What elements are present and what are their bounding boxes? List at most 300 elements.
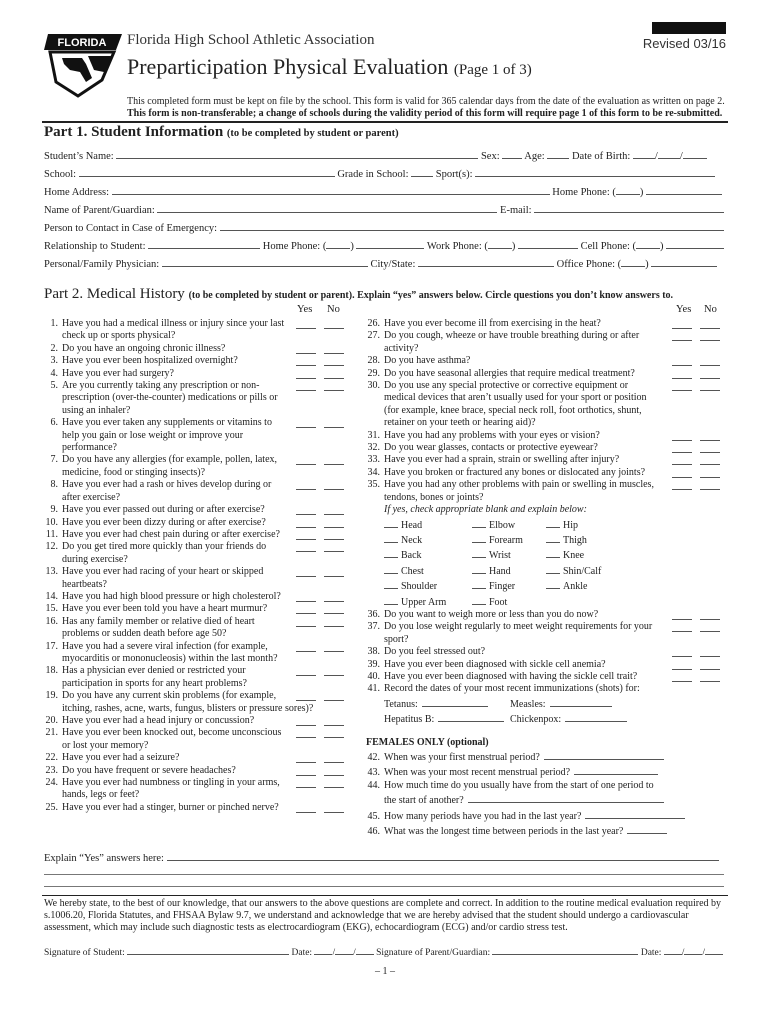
if-yes-instruction: If yes, check appropriate blank and explain below: bbox=[384, 504, 587, 516]
yes-blank[interactable] bbox=[296, 355, 316, 366]
explain-field[interactable] bbox=[167, 850, 719, 861]
parent-date-day[interactable] bbox=[684, 944, 702, 955]
question-4 bbox=[40, 368, 360, 380]
body-part-checkbox[interactable] bbox=[546, 517, 560, 528]
no-blank[interactable] bbox=[700, 621, 720, 632]
yes-blank[interactable] bbox=[296, 765, 316, 776]
explain-line-3[interactable] bbox=[44, 886, 724, 887]
page-label: (Page 1 of 3) bbox=[453, 62, 532, 78]
question-3 bbox=[40, 355, 360, 367]
question-28 bbox=[362, 355, 732, 367]
question-number: 33. bbox=[367, 454, 380, 466]
no-blank[interactable] bbox=[700, 659, 720, 670]
label-dob: Date of Birth: bbox=[571, 151, 631, 162]
student-date-day[interactable] bbox=[335, 944, 353, 955]
row-student-name: Student’s Name: Sex: Age: Date of Birth: / / bbox=[44, 148, 724, 162]
fhsaa-logo bbox=[42, 30, 124, 100]
body-part-checkbox[interactable] bbox=[384, 594, 398, 605]
body-part-label: Head bbox=[401, 519, 423, 531]
question-30 bbox=[362, 380, 732, 430]
body-part-checkbox[interactable] bbox=[546, 578, 560, 589]
no-blank[interactable] bbox=[324, 380, 344, 391]
no-blank[interactable] bbox=[324, 690, 344, 701]
question-20 bbox=[40, 715, 360, 727]
question-text: Do you have asthma? bbox=[384, 355, 471, 367]
no-blank[interactable] bbox=[324, 603, 344, 614]
question-number: 13. bbox=[45, 566, 58, 578]
question-number: 31. bbox=[367, 429, 380, 441]
question-44 bbox=[362, 780, 732, 808]
no-blank[interactable] bbox=[324, 541, 344, 552]
question-number: 22. bbox=[45, 752, 58, 764]
divider-top bbox=[42, 121, 728, 123]
parent-date-month[interactable] bbox=[664, 944, 682, 955]
no-header-left: No bbox=[327, 304, 340, 315]
question-text: Have you ever been hospitalized overnight? bbox=[62, 355, 238, 367]
yes-blank[interactable] bbox=[296, 727, 316, 738]
question-text: the start of another? bbox=[384, 795, 464, 807]
yes-blank[interactable] bbox=[296, 343, 316, 354]
body-part-checkbox[interactable] bbox=[546, 547, 560, 558]
body-part-label: Chest bbox=[401, 565, 424, 577]
home-phone2-area-field[interactable] bbox=[326, 238, 350, 249]
no-blank[interactable] bbox=[324, 504, 344, 515]
dob-month-field[interactable] bbox=[633, 148, 655, 159]
label-school: School: bbox=[44, 169, 77, 180]
office-phone-field[interactable] bbox=[651, 256, 717, 267]
female-answer-field[interactable] bbox=[627, 823, 667, 834]
no-blank[interactable] bbox=[324, 454, 344, 465]
body-part-label: Finger bbox=[489, 581, 516, 593]
question-number: 9. bbox=[50, 504, 58, 516]
yes-blank[interactable] bbox=[672, 430, 692, 441]
part2-subtitle: (to be completed by student or parent). Explain “yes” answers below. Circle questions you don’t know answers to. bbox=[188, 290, 674, 301]
explain-line-2[interactable] bbox=[44, 874, 724, 875]
no-blank[interactable] bbox=[324, 343, 344, 354]
part2-title-text: Part 2. Medical History bbox=[44, 286, 185, 302]
label-home-phone: Home Phone: ( bbox=[552, 187, 616, 198]
no-blank[interactable] bbox=[700, 646, 720, 657]
row-emergency-contact bbox=[44, 220, 724, 234]
question-text: retainer on your teeth or hearing aid)? bbox=[384, 417, 536, 429]
yes-blank[interactable] bbox=[296, 417, 316, 428]
organization-name: Florida High School Athletic Association bbox=[127, 32, 375, 48]
question-number: 27. bbox=[367, 330, 380, 342]
no-blank[interactable] bbox=[324, 777, 344, 788]
question-text: Record the dates of your most recent immunizations (shots) for: bbox=[384, 683, 640, 695]
question-text: Have you broken or fractured any bones or dislocated any joints? bbox=[384, 466, 646, 478]
question-38 bbox=[362, 646, 732, 658]
question-text: Have you had a severe viral infection (for example, bbox=[62, 640, 268, 652]
question-text: Have you ever been knocked out, become unconscious bbox=[62, 727, 282, 739]
yes-blank[interactable] bbox=[296, 318, 316, 329]
question-text: performance? bbox=[62, 442, 117, 454]
no-blank[interactable] bbox=[324, 616, 344, 627]
no-blank[interactable] bbox=[700, 454, 720, 465]
yes-blank[interactable] bbox=[296, 566, 316, 577]
body-part-checkbox[interactable] bbox=[384, 563, 398, 574]
label-sports: Sport(s): bbox=[435, 169, 473, 180]
no-blank[interactable] bbox=[324, 715, 344, 726]
female-answer-field[interactable] bbox=[544, 749, 664, 760]
no-blank[interactable] bbox=[324, 479, 344, 490]
body-part-checkbox[interactable] bbox=[384, 578, 398, 589]
question-25 bbox=[40, 802, 360, 814]
label-email: E-mail: bbox=[500, 205, 532, 216]
parent-signature-field[interactable] bbox=[492, 944, 638, 955]
question-6 bbox=[40, 417, 360, 454]
dob-day-field[interactable] bbox=[658, 148, 680, 159]
question-17 bbox=[40, 641, 360, 666]
yes-blank[interactable] bbox=[672, 671, 692, 682]
parent-name-field[interactable] bbox=[157, 202, 497, 213]
no-blank[interactable] bbox=[700, 368, 720, 379]
body-part-checkbox[interactable] bbox=[384, 532, 398, 543]
female-answer-field[interactable] bbox=[468, 792, 664, 803]
work-phone-field[interactable] bbox=[518, 238, 578, 249]
logo-text: FLORIDA bbox=[57, 37, 107, 49]
home-phone2-field[interactable] bbox=[356, 238, 424, 249]
yes-blank[interactable] bbox=[296, 690, 316, 701]
question-37 bbox=[362, 621, 732, 646]
question-text: Have you ever had a seizure? bbox=[62, 752, 180, 764]
right-questions-2 bbox=[362, 609, 732, 696]
question-11 bbox=[40, 529, 360, 541]
question-number: 25. bbox=[45, 801, 58, 813]
no-blank[interactable] bbox=[700, 318, 720, 329]
question-number: 18. bbox=[45, 665, 58, 677]
question-42 bbox=[362, 749, 732, 764]
no-blank[interactable] bbox=[324, 368, 344, 379]
no-blank[interactable] bbox=[700, 671, 720, 682]
no-blank[interactable] bbox=[700, 430, 720, 441]
question-number: 16. bbox=[45, 615, 58, 627]
emergency-contact-field[interactable] bbox=[220, 220, 724, 231]
relationship-field[interactable] bbox=[148, 238, 260, 249]
part1-title bbox=[44, 124, 399, 141]
grade-field[interactable] bbox=[411, 166, 433, 177]
physician-field[interactable] bbox=[162, 256, 368, 267]
revision-label: Revised 03/16 bbox=[642, 36, 726, 51]
question-text: Have you had any problems with your eyes or vision? bbox=[384, 429, 600, 441]
email-field[interactable] bbox=[534, 202, 724, 213]
signature-row: Signature of Student: Date: / / Signature of Parent/Guardian: Date: / / bbox=[44, 944, 728, 958]
question-text: tendons, bones or joints? bbox=[384, 491, 484, 503]
yes-blank[interactable] bbox=[672, 454, 692, 465]
question-34 bbox=[362, 467, 732, 479]
yes-header-left: Yes bbox=[297, 304, 313, 315]
no-blank[interactable] bbox=[324, 318, 344, 329]
body-part-option bbox=[472, 563, 546, 578]
question-text: itching, rashes, acne, warts, fungus, blisters or pressure sores)? bbox=[62, 702, 314, 714]
question-text: prescription (over-the-counter) medications or pills or bbox=[62, 392, 278, 404]
yes-blank[interactable] bbox=[296, 591, 316, 602]
yes-blank[interactable] bbox=[296, 541, 316, 552]
body-part-label: Foot bbox=[489, 596, 508, 608]
question-10 bbox=[40, 517, 360, 529]
student-date-year[interactable] bbox=[356, 944, 374, 955]
label-relationship: Relationship to Student: bbox=[44, 241, 146, 252]
question-text: Have you ever been diagnosed with sickle cell anemia? bbox=[384, 658, 606, 670]
no-blank[interactable] bbox=[324, 355, 344, 366]
body-part-label: Upper Arm bbox=[401, 596, 447, 608]
question-18 bbox=[40, 665, 360, 690]
part1-title-text: Part 1. Student Information bbox=[44, 124, 224, 140]
yes-blank[interactable] bbox=[296, 454, 316, 465]
question-26 bbox=[362, 318, 732, 330]
question-text: participation in sports for any heart problems? bbox=[62, 677, 247, 689]
question-22 bbox=[40, 752, 360, 764]
question-text: Do you have any allergies (for example, pollen, latex, bbox=[62, 454, 278, 466]
question-number: 29. bbox=[367, 367, 380, 379]
question-31 bbox=[362, 430, 732, 442]
question-15 bbox=[40, 603, 360, 615]
yes-blank[interactable] bbox=[672, 646, 692, 657]
sports-field[interactable] bbox=[475, 166, 715, 177]
question-41 bbox=[362, 683, 732, 695]
question-text: Are you currently taking any prescription or non- bbox=[62, 380, 260, 392]
question-number: 12. bbox=[45, 541, 58, 553]
school-field[interactable] bbox=[79, 166, 335, 177]
question-number: 4. bbox=[50, 367, 58, 379]
yes-blank[interactable] bbox=[296, 616, 316, 627]
question-23 bbox=[40, 765, 360, 777]
question-text: problems or sudden death before age 50? bbox=[62, 628, 227, 640]
question-2 bbox=[40, 343, 360, 355]
immunization-measles-field[interactable] bbox=[550, 696, 612, 707]
dob-year-field[interactable] bbox=[683, 148, 707, 159]
question-13 bbox=[40, 566, 360, 591]
question-40 bbox=[362, 671, 732, 683]
body-part-checkbox[interactable] bbox=[472, 517, 486, 528]
yes-blank[interactable] bbox=[672, 442, 692, 453]
yes-blank[interactable] bbox=[296, 802, 316, 813]
sex-field[interactable] bbox=[502, 148, 522, 159]
body-part-checkbox[interactable] bbox=[472, 547, 486, 558]
yes-blank[interactable] bbox=[296, 665, 316, 676]
body-part-option bbox=[384, 594, 472, 609]
body-part-label: Back bbox=[401, 550, 422, 562]
question-number: 3. bbox=[50, 355, 58, 367]
yes-blank[interactable] bbox=[296, 380, 316, 391]
question-number: 24. bbox=[45, 777, 58, 789]
body-part-option bbox=[546, 532, 626, 547]
question-text: Do you cough, wheeze or have trouble breathing during or after bbox=[384, 330, 640, 342]
question-text: Have you ever had chest pain during or after exercise? bbox=[62, 528, 280, 540]
body-part-checkbox[interactable] bbox=[472, 532, 486, 543]
yes-blank[interactable] bbox=[672, 621, 692, 632]
yes-blank[interactable] bbox=[672, 380, 692, 391]
row-relationship: Relationship to Student: Home Phone: ( ) Work Phone: ( ) Cell Phone: ( ) bbox=[44, 238, 724, 252]
student-signature-field[interactable] bbox=[127, 944, 289, 955]
notice-transfer: This form is non-transferable; a change of schools during the validity period of this form will require page 1 of this form to be re-submitted. bbox=[127, 108, 723, 119]
question-text: Have you ever had a head injury or concussion? bbox=[62, 715, 255, 726]
yes-blank[interactable] bbox=[296, 641, 316, 652]
question-text: help you gain or lose weight or improve your bbox=[62, 429, 244, 441]
body-part-checkbox[interactable] bbox=[384, 517, 398, 528]
student-date-month[interactable] bbox=[314, 944, 332, 955]
yes-blank[interactable] bbox=[672, 467, 692, 478]
city-state-field[interactable] bbox=[418, 256, 554, 267]
female-answer-field[interactable] bbox=[585, 808, 685, 819]
no-blank[interactable] bbox=[324, 665, 344, 676]
question-number: 44. bbox=[367, 779, 380, 791]
question-text: Have you ever had a stinger, burner or pinched nerve? bbox=[62, 801, 279, 813]
no-blank[interactable] bbox=[324, 529, 344, 540]
question-27 bbox=[362, 330, 732, 355]
home-address-field[interactable] bbox=[112, 184, 550, 195]
no-blank[interactable] bbox=[324, 802, 344, 813]
yes-blank[interactable] bbox=[296, 603, 316, 614]
question-number: 45. bbox=[367, 810, 380, 822]
question-number: 35. bbox=[367, 479, 380, 491]
question-33 bbox=[362, 454, 732, 466]
form-notice bbox=[127, 96, 727, 120]
question-number: 38. bbox=[367, 646, 380, 658]
work-phone-area-field[interactable] bbox=[488, 238, 512, 249]
question-19 bbox=[40, 690, 360, 715]
question-number: 10. bbox=[45, 516, 58, 528]
no-blank[interactable] bbox=[324, 641, 344, 652]
yes-blank[interactable] bbox=[672, 318, 692, 329]
notice-validity: This completed form must be kept on file by the school. This form is valid for 365 calendar days from the date of the evaluation as written on page 2. bbox=[127, 96, 725, 107]
question-text: How many periods have you had in the last year? bbox=[384, 810, 582, 822]
no-blank[interactable] bbox=[324, 417, 344, 428]
yes-blank[interactable] bbox=[672, 659, 692, 670]
female-answer-field[interactable] bbox=[574, 764, 658, 775]
label-parent-name: Name of Parent/Guardian: bbox=[44, 205, 155, 216]
home-phone-field[interactable] bbox=[646, 184, 722, 195]
page-number: – 1 – bbox=[375, 966, 395, 977]
no-blank[interactable] bbox=[324, 517, 344, 528]
question-text: Do you wear glasses, contacts or protective eyewear? bbox=[384, 442, 598, 454]
question-21 bbox=[40, 727, 360, 752]
immunization-tetanus-field[interactable] bbox=[422, 696, 488, 707]
label-student-date: Date: bbox=[291, 948, 313, 958]
yes-blank[interactable] bbox=[296, 715, 316, 726]
immunization-chickenpox-field[interactable] bbox=[565, 711, 627, 722]
question-5 bbox=[40, 380, 360, 417]
body-part-option bbox=[384, 517, 472, 532]
no-blank[interactable] bbox=[324, 727, 344, 738]
body-part-checkbox[interactable] bbox=[472, 594, 486, 605]
no-blank[interactable] bbox=[700, 380, 720, 391]
question-text: Has a physician ever denied or restricted your bbox=[62, 665, 246, 677]
question-32 bbox=[362, 442, 732, 454]
immunization-hepatitis-field[interactable] bbox=[438, 711, 504, 722]
row-parent bbox=[44, 202, 724, 216]
no-blank[interactable] bbox=[324, 591, 344, 602]
label-home-phone-2: Home Phone: ( bbox=[262, 241, 327, 252]
body-part-checkbox[interactable] bbox=[472, 578, 486, 589]
parent-date-year[interactable] bbox=[705, 944, 723, 955]
home-phone-area-field[interactable] bbox=[616, 184, 640, 195]
question-text: medical devices that aren’t usually used for your sport or position bbox=[384, 392, 647, 404]
question-number: 41. bbox=[367, 683, 380, 695]
label-age: Age: bbox=[524, 151, 545, 162]
question-24 bbox=[40, 777, 360, 802]
yes-blank[interactable] bbox=[672, 330, 692, 341]
question-text: (for example, knee brace, special neck roll, foot orthotics, shunt, bbox=[384, 404, 642, 416]
yes-blank[interactable] bbox=[672, 368, 692, 379]
question-text: sport? bbox=[384, 633, 409, 645]
question-36 bbox=[362, 609, 732, 621]
question-number: 36. bbox=[367, 608, 380, 620]
body-part-option bbox=[546, 578, 626, 593]
no-blank[interactable] bbox=[700, 609, 720, 620]
question-number: 40. bbox=[367, 670, 380, 682]
question-number: 39. bbox=[367, 658, 380, 670]
yes-header-right: Yes bbox=[676, 304, 692, 315]
question-text: When was your first menstrual period? bbox=[384, 752, 540, 763]
yes-blank[interactable] bbox=[296, 777, 316, 788]
label-student-name: Student’s Name: bbox=[44, 151, 114, 162]
no-blank[interactable] bbox=[324, 765, 344, 776]
body-part-checkbox[interactable] bbox=[546, 563, 560, 574]
yes-blank[interactable] bbox=[296, 368, 316, 379]
question-text: during exercise? bbox=[62, 553, 128, 565]
body-part-option bbox=[384, 578, 472, 593]
no-blank[interactable] bbox=[700, 467, 720, 478]
explain-label: Explain “Yes” answers here: bbox=[44, 853, 164, 864]
student-name-field[interactable] bbox=[116, 148, 478, 159]
yes-blank[interactable] bbox=[672, 355, 692, 366]
yes-blank[interactable] bbox=[296, 504, 316, 515]
cell-phone-area-field[interactable] bbox=[636, 238, 660, 249]
no-blank[interactable] bbox=[700, 479, 720, 490]
no-blank[interactable] bbox=[700, 330, 720, 341]
question-text: Have you ever passed out during or after exercise? bbox=[62, 504, 265, 516]
question-number: 42. bbox=[367, 752, 380, 763]
yes-blank[interactable] bbox=[296, 752, 316, 763]
office-phone-area-field[interactable] bbox=[621, 256, 645, 267]
right-questions bbox=[362, 318, 732, 838]
no-blank[interactable] bbox=[700, 355, 720, 366]
question-text: check up or sports physical? bbox=[62, 330, 176, 342]
body-part-label: Hand bbox=[489, 565, 511, 577]
body-part-checkbox[interactable] bbox=[472, 563, 486, 574]
yes-blank[interactable] bbox=[672, 609, 692, 620]
question-number: 46. bbox=[367, 826, 380, 838]
question-text: after exercise? bbox=[62, 491, 121, 503]
question-text: Have you had high blood pressure or high cholesterol? bbox=[62, 590, 281, 602]
question-text: medicine, food or stinging insects)? bbox=[62, 466, 206, 478]
body-part-checkbox[interactable] bbox=[384, 547, 398, 558]
question-text: Do you have an ongoing chronic illness? bbox=[62, 342, 226, 354]
body-part-option bbox=[384, 532, 472, 547]
question-8 bbox=[40, 479, 360, 504]
question-text: Have you ever been dizzy during or after exercise? bbox=[62, 516, 266, 528]
body-part-label: Neck bbox=[401, 534, 423, 546]
no-blank[interactable] bbox=[324, 752, 344, 763]
question-number: 8. bbox=[50, 479, 58, 491]
no-blank[interactable] bbox=[324, 566, 344, 577]
yes-blank[interactable] bbox=[296, 529, 316, 540]
body-part-label: Shoulder bbox=[401, 581, 438, 593]
body-part-option bbox=[384, 563, 472, 578]
body-part-option bbox=[384, 547, 472, 562]
question-number: 26. bbox=[367, 318, 380, 329]
cell-phone-field[interactable] bbox=[666, 238, 724, 249]
no-blank[interactable] bbox=[700, 442, 720, 453]
question-text: heartbeats? bbox=[62, 578, 107, 590]
age-field[interactable] bbox=[547, 148, 569, 159]
body-part-option bbox=[472, 547, 546, 562]
yes-blank[interactable] bbox=[672, 479, 692, 490]
yes-blank[interactable] bbox=[296, 517, 316, 528]
yes-blank[interactable] bbox=[296, 479, 316, 490]
body-part-checkbox[interactable] bbox=[546, 532, 560, 543]
